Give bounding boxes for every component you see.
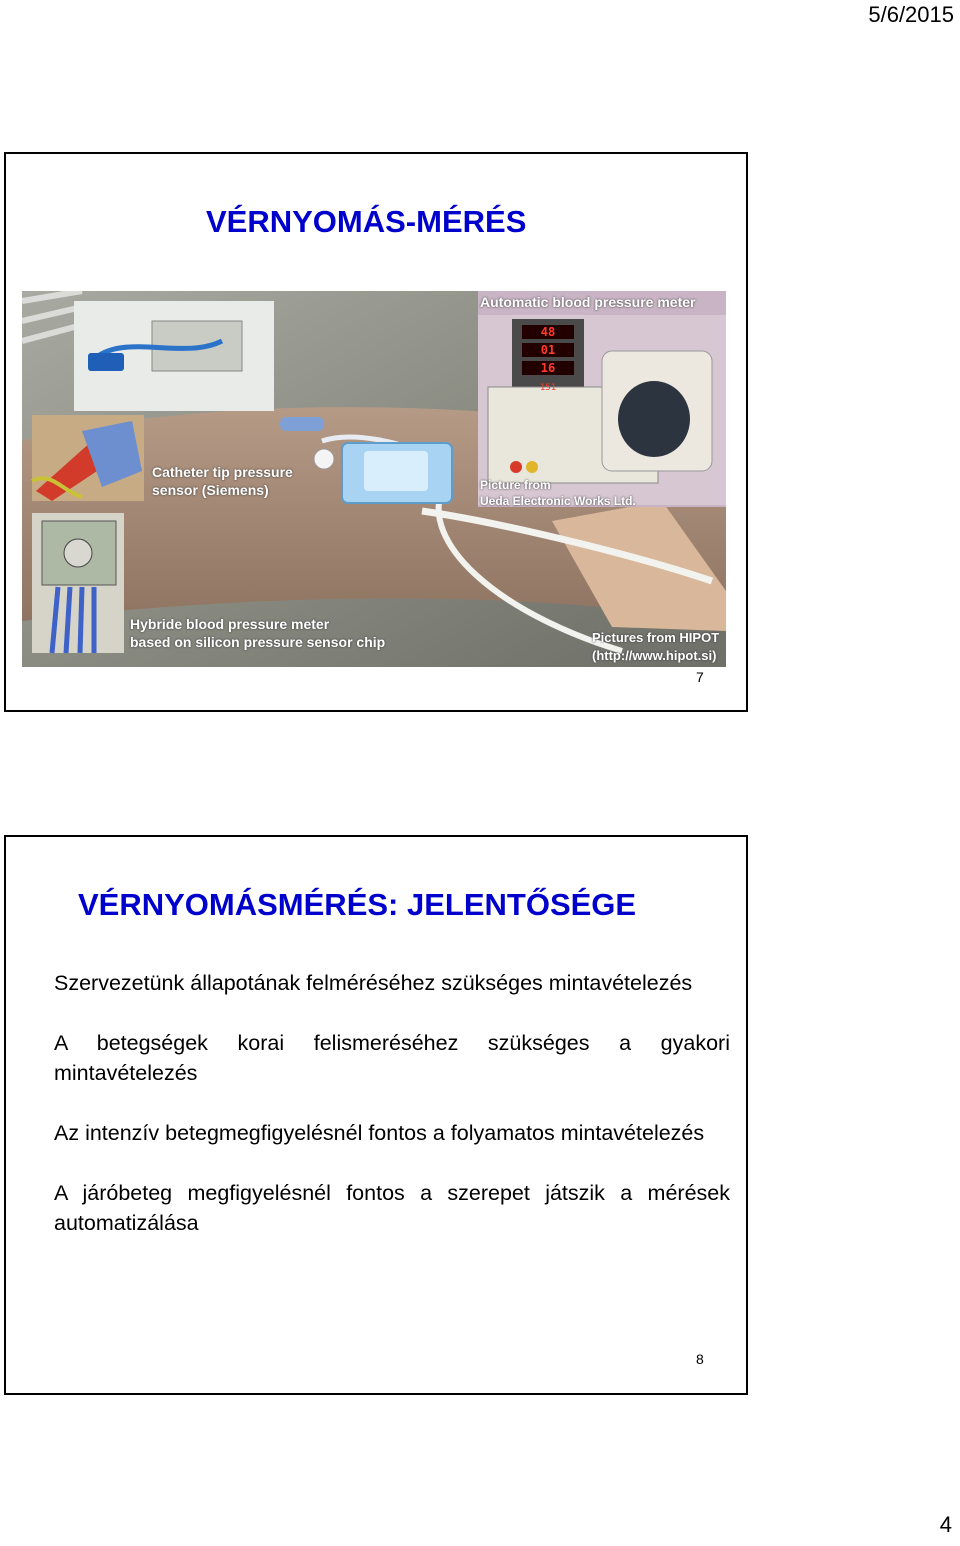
connector-inset [74, 301, 274, 411]
blood-pressure-devices-photo [22, 291, 726, 667]
slide-8 [4, 835, 748, 1395]
page-number: 4 [939, 1512, 952, 1537]
hipot-credit-label: Pictures from HIPOT (http://www.hipot.si) [592, 630, 720, 663]
slide-8-title: VÉRNYOMÁSMÉRÉS: JELENTŐSÉGE [78, 887, 637, 922]
hybrid-chip-inset [32, 513, 124, 653]
hybride-meter-label: Hybride blood pressure meter based on silicon pressure sensor chip [130, 616, 386, 650]
slide-8-number: 8 [696, 1351, 704, 1367]
slide-7-number: 7 [696, 669, 704, 685]
slide-8-body [54, 968, 730, 1268]
slide-7-title: VÉRNYOMÁS-MÉRÉS [206, 204, 527, 239]
paragraph: Az intenzív betegmegfigyelésnél fontos a folyamatos mintavételezés [54, 1121, 705, 1145]
paragraph: Szervezetünk állapotának felméréséhez szükséges mintavételezés [54, 971, 693, 995]
catheter-inset [32, 415, 144, 501]
reading-2: 01 [540, 343, 556, 357]
ueda-credit-label: Picture from Ueda Electronic Works Ltd. [480, 478, 636, 508]
catheter-label: Catheter tip pressure sensor (Siemens) [152, 464, 293, 498]
paragraph: A betegségek korai felismeréséhez szükséges a gyakori mintavételezés [54, 1031, 730, 1085]
slide-7 [4, 152, 748, 712]
reading-1: 48 [540, 325, 556, 339]
paragraph: A járóbeteg megfigyelésnél fontos a szerepet játszik a mérések automatizálása [54, 1181, 730, 1235]
print-date: 5/6/2015 [868, 2, 954, 27]
reading-4: 151 [539, 383, 557, 393]
automatic-meter-label: Automatic blood pressure meter [480, 294, 696, 310]
automatic-meter-inset [478, 291, 726, 507]
reading-3: 16 [540, 361, 556, 375]
